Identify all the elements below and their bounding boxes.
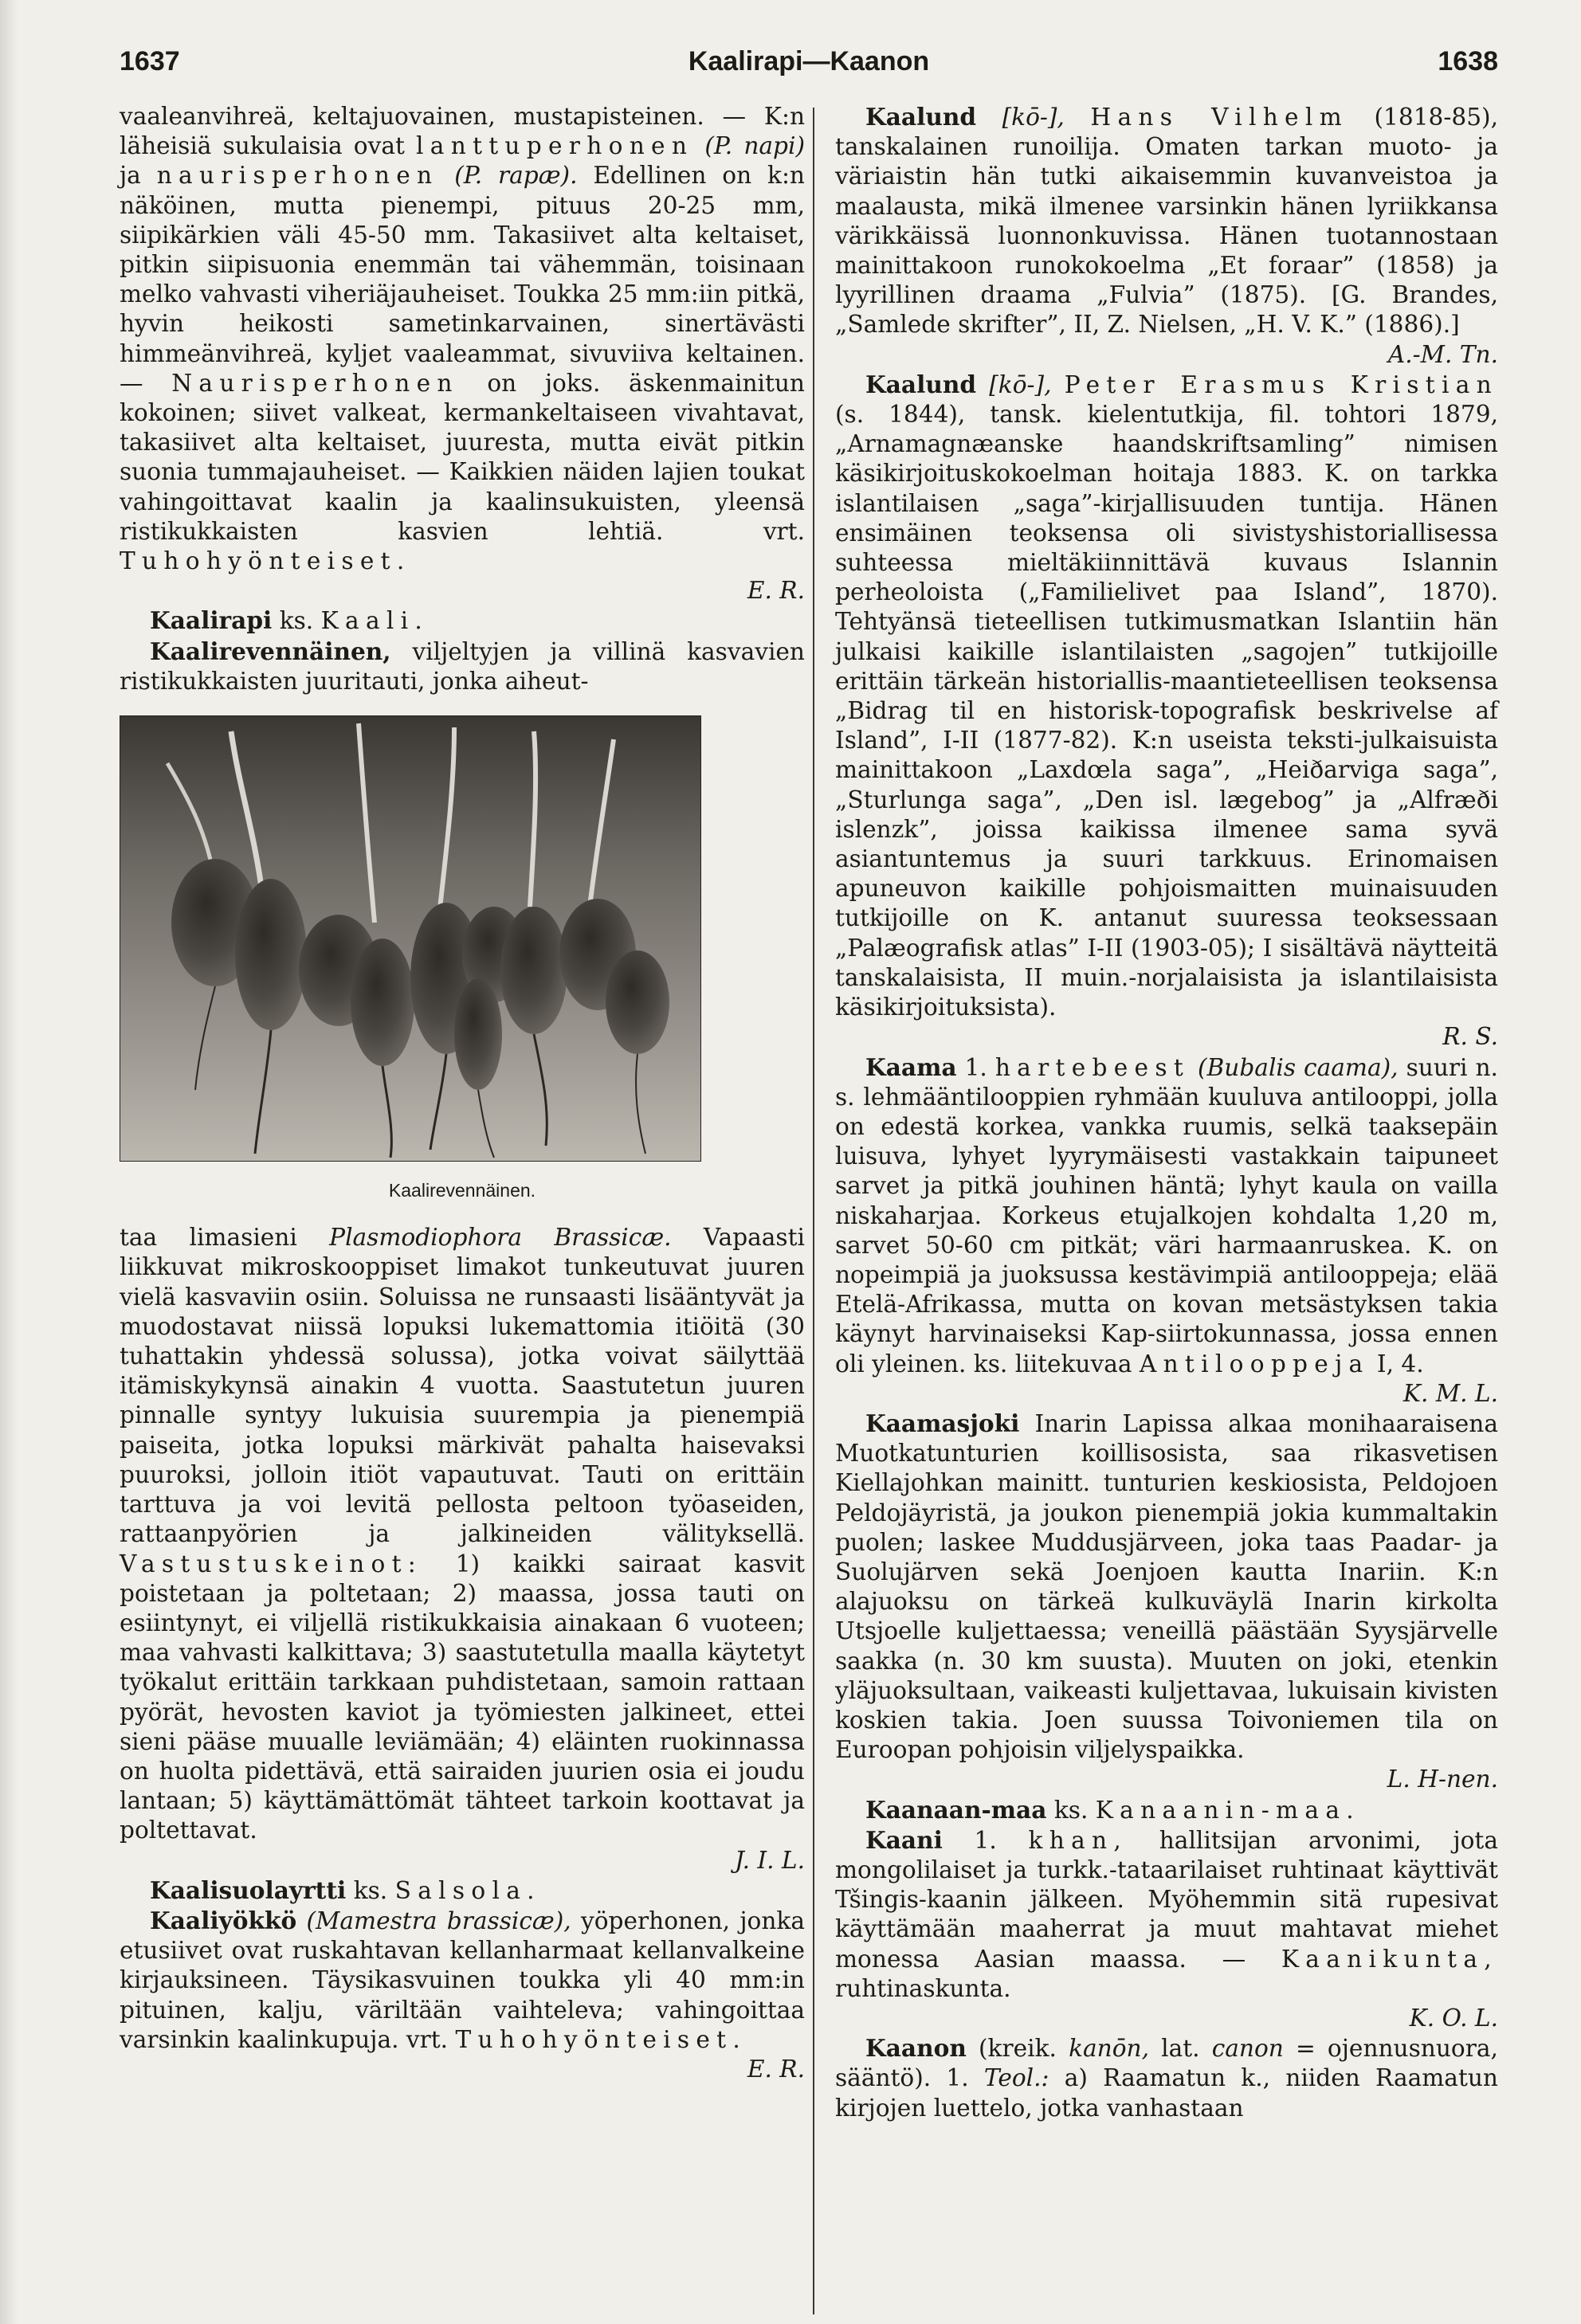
entry-kaanon: Kaanon (kreik. kanōn, lat. canon = ojennusnuora, sääntö). 1. Teol.: a) Raamatun k., niiden Raamatun kirjojen luettelo, jotka vanhastaan — [835, 2034, 1498, 2122]
headword: Kaalisuolayrtti — [150, 1875, 347, 1904]
page-number-left: 1637 — [120, 46, 180, 76]
figure-kaalirevennainen — [120, 715, 805, 1205]
figure-caption: Kaalirevennäinen. — [388, 1180, 536, 1201]
column-divider — [813, 108, 814, 2314]
page-number-right: 1638 — [1438, 46, 1498, 76]
entry-kaani: Kaani 1. khan, hallitsijan arvonimi, jota mongolilaiset ja turkk.-tataarilaiset ruhtinaat käyttivät Tšingis-kaanin jälkeen. Myöhemmin sitä rupesivat käyttämään maaherrat ja muut mahtavat miehet monessa Aasian maassa. — Kaanikunta, ruhtinaskunta. K. O. L. — [835, 1825, 1498, 2033]
headword: Kaanaan-maa — [865, 1795, 1047, 1824]
signature: R. S. — [1442, 1023, 1498, 1051]
headword: Kaaliyökkö — [150, 1906, 297, 1934]
cross-reference: Salsola. — [394, 1876, 541, 1904]
entry-kaalund-hans: Kaalund [kō-], Hans Vilhelm (1818-85), tanskalainen runoilija. Omaten tarkan muoto- ja väriaistin hän tutki aikaisemmin kuvanveistoa ja maalausta, mikä ilmenee varsinkin hänen lyriikkansa värikkäissä luonnonkuvissa. Hänen tuotannostaan mainittakoon runokokoelma „Et foraar” (1858) ja lyyrillinen draama „Fulvia” (1875). [G. Brandes, „Samlede skrifter”, II, Z. Nielsen, „H. V. K.” (1886).] A.-M. Tn. — [835, 102, 1498, 370]
entry-kaalirevennainen-continued: taa limasieni Plasmodiophora Brassicæ. Vapaasti liikkuvat mikroskooppiset limakot tunkeutuvat juuren vielä kasvaviin osiin. Soluissa ne runsaasti lisääntyvät ja muodostavat niissä lopuksi lukemattomia itiöitä (30 tuhattakin yhdessä solussa), jotka voivat säilyttää itämiskykynsä ainakin 4 vuotta. Saastutetun juuren pinnalle syntyy lukuisia suurempia ja pienempiä paiseita, jotka lopuksi märkivät pahalta haisevaksi puuroksi, jolloin itiöt vapautuvat. Tauti on erittäin tarttuva ja voi levitä pellosta peltoon työaseiden, rattaanpyörien ja jalkineiden välityksellä. Vastustuskeinot: 1) kaikki sairaat kasvit poistetaan ja poltetaan; 2) maassa, jossa tauti on esiintynyt, ei viljellä ristikukkaisia ainakaan 6 vuoteen; maa vahvasti kalkittava; 3) saastutetulla maalla käytetyt työkalut erittäin tarkkaan puhdistetaan, samoin rattaan pyörät, hevosten kaviot ja työmiesten jalkineet, ettei sieni pääse muualle leviämään; 4) eläinten ruokinnassa on huolta pidettävä, että sairaiden juurien osia ei joudu lantaan; 5) käyttämättömät tähteet tarkoin koottavat ja poltettavat. J. I. L. — [120, 1223, 805, 1875]
signature: A.-M. Tn. — [1387, 340, 1498, 368]
signature: E. R. — [747, 2055, 805, 2083]
page-header — [120, 46, 1498, 86]
signature: K. O. L. — [1409, 2005, 1498, 2032]
headword: Kaamasjoki — [865, 1409, 1020, 1437]
entry-kaamasjoki: Kaamasjoki Inarin Lapissa alkaa monihaaraisena Muotkatunturien koillisosista, saa rikasvetisen Kiellajohkan mainitt. tunturien keskiosista, Peldojoen Peldojäyristä, ja joukon pienempiä jokia kummaltakin puolen; laskee Muddusjärveen, joka taas Paadar- ja Suolujärven sekä Joenjoen kautta Inariin. K:n alajuoksu on tärkeä kulkuväylä Inarin kirkolta Utsjoelle kuljettaessa; veneillä päästään Syysjärvelle saakka (n. 30 km suusta). Muuten on joki, etenkin yläjuoksultaan, vaikeasti kuljettavaa, lukuisain kivisten koskien takia. Joen suussa Toivoniemen tila on Euroopan pohjoisin viljelyspaikka. L. H-nen. — [835, 1409, 1498, 1795]
running-title: Kaalirapi—Kaanon — [688, 46, 930, 76]
headword: Kaanon — [865, 2034, 967, 2063]
headword: Kaani — [865, 1825, 943, 1854]
entry-kaaliyokko: Kaaliyökkö (Mamestra brassicæ), yöperhonen, jonka etusiivet ovat ruskahtavan kellanharmaat kellanvalkeine kirjauksineen. Täysikasvuinen toukka yli 40 mm:in pituinen, kalju, väriltään vaihteleva; vahingoittaa varsinkin kaalinkupuja. vrt. Tuhohyönteiset. E. R. — [120, 1906, 805, 2084]
signature: L. H-nen. — [1387, 1766, 1498, 1793]
headword: Kaalirapi — [150, 606, 273, 635]
left-column — [120, 102, 805, 2084]
entry-kaama: Kaama 1. hartebeest (Bubalis caama), suuri n. s. lehmääntilooppien ryhmään kuuluva antilooppi, jolla on edestä korkea, vankka ruumis, selkä taaksepäin luisuva, lyhyet lyyrymäisesti vastakkain taipuneet sarvet ja pitkä jouhinen häntä; lyhyt kaula on vailla niskaharjaa. Korkeus etujalkojen kohdalta 1,20 m, sarvet 50-60 cm pitkät; väri harmaanruskea. K. on nopeimpiä ja juoksussa kestävimpiä antilooppeja; elää Etelä-Afrikassa, mutta on kovan metsästyksen takia käynyt harvinaiseksi Kap-siirtokunnassa, jossa ennen oli yleinen. ks. liitekuvaa Antilooppeja I, 4. K. M. L. — [835, 1052, 1498, 1409]
signature: E. R. — [747, 577, 805, 605]
scan-edge — [0, 0, 18, 2324]
entry-kaaliperhonen-continued: vaaleanvihreä, keltajuovainen, mustapisteinen. — K:n läheisiä sukulaisia ovat lanttuperhonen (P. napi) ja naurisperhonen (P. rapæ). Edellinen on k:n näköinen, mutta pienempi, pituus 20-25 mm, siipikärkien väli 45-50 mm. Takasiivet alta keltaiset, pitkin siipisuonia enemmän tai vähemmän, toisinaan melko vahvasti viheriäjauheiset. Toukka 25 mm:iin pitkä, hyvin heikosti sametinkarvainen, sinertävästi himmeänvihreä, kyljet vaaleammat, sivuviiva keltainen. — Naurisperhonen on joks. äskenmainitun kokoinen; siivet valkeat, kermankeltaiseen vivahtavat, takasiivet alta keltaiset, juuresta, mutta eivät pitkin suonia tummajauheiset. — Kaikkien näiden lajien toukat vahingoittavat kaalin ja kaalinsukuisten, yleensä ristikukkaisten kasvien lehtiä. vrt. Tuhohyönteiset. E. R. — [120, 102, 805, 605]
signature: J. I. L. — [735, 1846, 805, 1874]
clubroot-photo — [120, 715, 701, 1162]
entry-kaalisuolayrtti: Kaalisuolayrtti ks. Salsola. — [150, 1875, 541, 1904]
cross-reference: Kanaanin-maa. — [1095, 1796, 1360, 1824]
cross-reference: Kaali. — [320, 607, 430, 635]
headword: Kaalund — [865, 103, 977, 131]
headword: Kaalund — [865, 370, 977, 398]
headword: Kaalirevennäinen, — [150, 637, 391, 665]
right-column — [835, 102, 1498, 2123]
entry-kaalirevennainen: Kaalirevennäinen, viljeltyjen ja villinä kasvavien ristikukkaisten juuritauti, jonka aiheut- — [120, 637, 805, 695]
signature: K. M. L. — [1402, 1379, 1498, 1407]
entry-kaalund-peter: Kaalund [kō-], Peter Erasmus Kristian (s. 1844), tansk. kielentutkija, fil. tohtori 1879, „Arnamagnæanske haandskriftsamling” nimisen käsikirjoituskokoelman hoitaja 1883. K. on tarkka islantilaisen „saga”-kirjallisuuden tuntija. Hänen ensimäinen teoksensa oli sivistyshistoriallisessa suhteessa mieltäkiinnittävä kuvaus Islannin perheoloista („Familielivet paa Island”, 1870). Tehtyänsä tieteellisen tutkimusmatkan Islantiin hän julkaisi kaikille islantilaisten „sagojen” tutkijoille erittäin tärkeän historiallis-maantieteellisen teoksensa „Bidrag til en historisk-topografisk beskrivelse af Island”, I-II (1877-82). K:n useista teksti-julkaisuista mainittakoon „Laxdœla saga”, „Heiðarviga saga”, „Sturlunga saga”, „Den isl. lægebog” ja „Alfræði islenzk”, joissa kaikissa ilmenee sama syvä asiantuntemus ja suuri tarkkuus. Erinomaisen apuneuvon kaikille pohjoismaitten muinaisuuden tutkijoille on K. antanut suuressa teoksessaan „Palæografisk atlas” I-II (1903-05); I sisältävä näytteitä tanskalaisista, II muin.-norjalaisista ja islantilaisista käsikirjoituksista). R. S. — [835, 370, 1498, 1052]
entry-kaalirapi: Kaalirapi ks. Kaali. — [150, 606, 430, 635]
entry-kaanaan-maa: Kaanaan-maa ks. Kanaanin-maa. — [865, 1795, 1360, 1824]
headword: Kaama — [865, 1052, 957, 1081]
